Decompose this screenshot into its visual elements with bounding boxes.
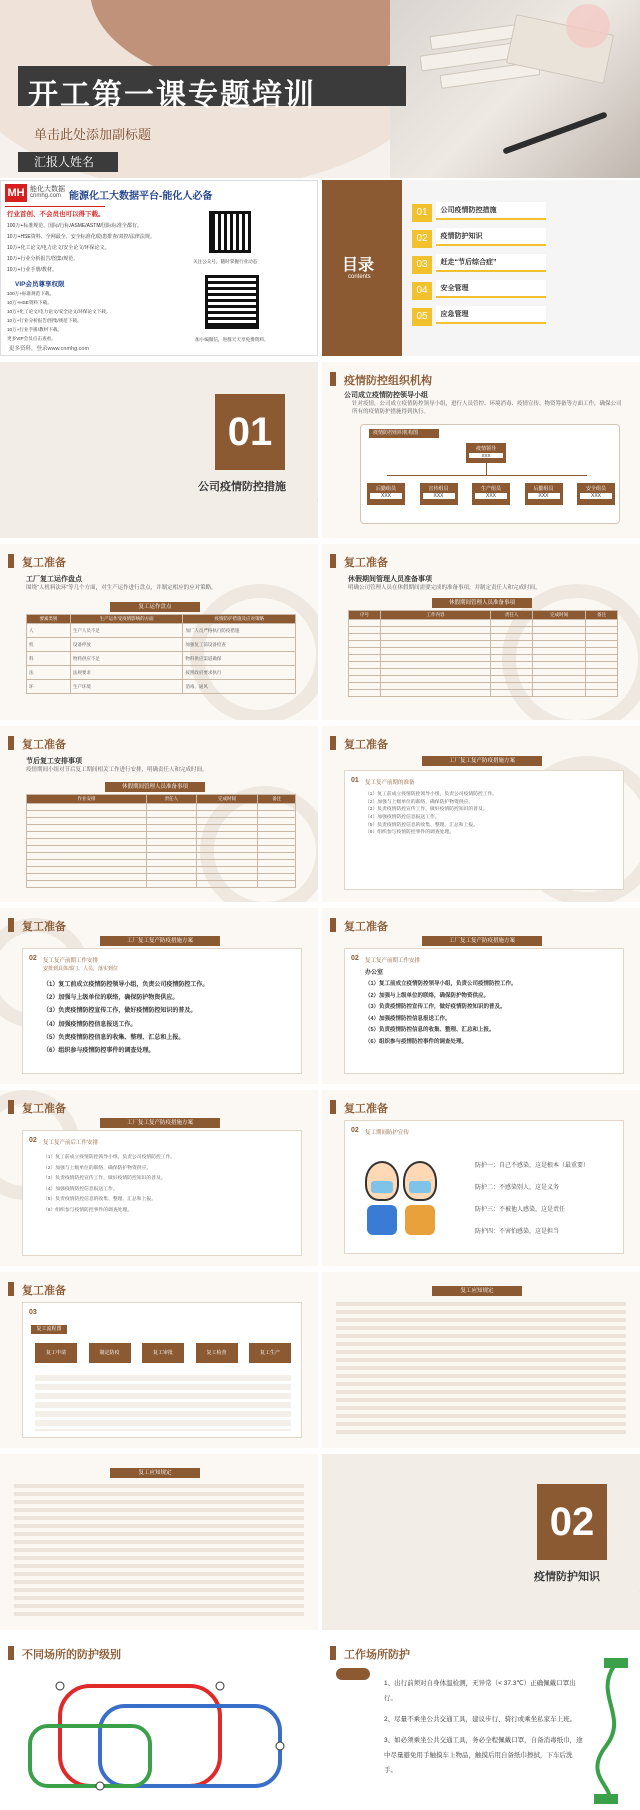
mask-sub: 复工期间防护宣传 bbox=[365, 1130, 410, 1136]
mask-slide bbox=[322, 1090, 640, 1266]
toc-item[interactable] bbox=[412, 228, 546, 254]
toc-list bbox=[412, 202, 546, 332]
table-row bbox=[349, 669, 618, 676]
process-step: 制定防疫 bbox=[89, 1343, 131, 1363]
slide-header: 复工准备 bbox=[22, 1285, 66, 1297]
plan-office: 办公室 bbox=[365, 970, 384, 976]
toc-title: 目录 bbox=[342, 257, 375, 274]
process-step: 复工生产 bbox=[249, 1343, 291, 1363]
table-row bbox=[27, 825, 296, 832]
plan-part: 复工复产前期工作安排 bbox=[43, 958, 99, 964]
toc-item[interactable] bbox=[412, 306, 546, 332]
toc-num: 04 bbox=[412, 282, 432, 300]
schedule-sub: 疫情期间小组对节后复工期间相关工作进行安排，明确责任人和完成时间。 bbox=[26, 767, 208, 773]
table-row bbox=[27, 839, 296, 846]
ad-item: 100万+标准规范、国际/行标/ASME/ASTM/国际标准全都有。 bbox=[7, 223, 142, 229]
toc-label: 应急管理 bbox=[436, 306, 546, 324]
slide-header: 复工准备 bbox=[22, 739, 66, 751]
toc-item[interactable] bbox=[412, 280, 546, 306]
org-slide bbox=[322, 362, 640, 538]
table-row bbox=[349, 655, 618, 662]
qr-code-icon bbox=[209, 211, 251, 253]
slide-header: 复工准备 bbox=[344, 1103, 388, 1115]
org-chart-title: 疫情防控组织机构图 bbox=[369, 429, 439, 438]
qr1-caption: 关注公众号，随时掌握行业动态 bbox=[193, 259, 258, 264]
org-node: 宣传组员 XXX bbox=[420, 483, 458, 505]
table-header: 疫情防护措施及应对策略 bbox=[183, 615, 296, 624]
toc-item[interactable] bbox=[412, 202, 546, 228]
plan-panel: 02 复工复产前期工作安排 安排到具体部门、人员，落实到位 （1）复工前成立疫情防控领导小组，负责公司疫情防控工作。 （2）加强与上级单位的联络，确保防护物资供应。 （3）负责疫情防控宣传工作，做好疫情防控知识的普及。 （4）加强疫情防控信息报送工作。 （5）负责疫情防控信息的收集、整理、汇总和上报。 （6）组织参与疫情防控事件的调查处理。 bbox=[22, 948, 302, 1074]
rules-text-block bbox=[14, 1484, 304, 1620]
slide-header: 复工准备 bbox=[22, 921, 66, 933]
person-mask-icon bbox=[403, 1161, 437, 1201]
plan-text: （1）复工前成立疫情防控领导小组，负责公司疫情防控工作。 （2）加强与上级单位的联络，确保防护物资供应。 （3）负责疫情防控宣传工作，做好疫情防控知识的普及。 （4）加强疫情防控信息报送工作。 （5）负责疫情防控信息的收集、整理、汇总和上报。 （6）组织参与疫情防控事件的调查处理。 bbox=[43, 1155, 176, 1213]
vip-item: 10万+化工论文/电力论文/安全论文/环保论文下载。 bbox=[7, 309, 111, 314]
table-row bbox=[27, 881, 296, 888]
table-row bbox=[349, 634, 618, 641]
levels-title: 不同场所的防护级别 bbox=[22, 1649, 121, 1661]
plan-lead: 安排到具体部门、人员，落实到位 bbox=[43, 966, 119, 972]
vip-item: 100万+标准规范下载。 bbox=[7, 291, 55, 296]
table-row bbox=[27, 832, 296, 839]
plan-slide-2 bbox=[0, 908, 318, 1084]
process-step: 复工申请 bbox=[35, 1343, 77, 1363]
plan-title: 工厂复工复产防疫措施方案 bbox=[100, 936, 220, 946]
table-row: 料 物料供应不足 物料供应渠道确保 bbox=[27, 652, 296, 666]
org-node: 安全组员 XXX bbox=[577, 483, 615, 505]
ad-item: 10万+行业手册/教材。 bbox=[7, 267, 57, 273]
route-icon bbox=[584, 1656, 634, 1806]
rules-text-block bbox=[336, 1302, 626, 1438]
rules-slide bbox=[322, 1272, 640, 1448]
brand-logo: MH bbox=[5, 184, 27, 202]
plan-panel: 02 复工复产前期工作安排 办公室 （1）复工前成立疫情防控领导小组，负责公司疫情防控工作。 （2）加强与上级单位的联络，确保防护物资供应。 （3）负责疫情防控宣传工作，做好疫情防控知识的普及。 （4）加强疫情防控信息报送工作。 （5）负责疫情防控信息的收集、整理、汇总和上报。 （6）组织参与疫情防控事件的调查处理。 bbox=[344, 948, 624, 1074]
section1-slide bbox=[0, 362, 318, 538]
vip-item: 10万+行业分析报告/图集/规范下载。 bbox=[7, 318, 82, 323]
managers-table-title: 休假期间管理人员准备事项 bbox=[432, 598, 532, 608]
section-number: 01 bbox=[215, 394, 285, 470]
table-row bbox=[349, 676, 618, 683]
table-row: 环 生产环境 消毒、通风 bbox=[27, 680, 296, 694]
inventory-sub: 围绕“人机料法环”等几个方面，对生产运作进行盘点，并制定相应的应对策略。 bbox=[26, 585, 217, 591]
table-row bbox=[349, 683, 618, 690]
section-number: 02 bbox=[537, 1484, 607, 1560]
rules-slide-2 bbox=[0, 1454, 318, 1630]
mask-panel: 02 复工期间防护宣传 防护一：自己不感染，这是根本（最重要） 防护二：不感染别人，这是义务 防护三：不被他人感染，这是责任 防护四：不害怕感染，这是担当 bbox=[344, 1120, 624, 1254]
org-node: 生产组员 XXX bbox=[472, 483, 510, 505]
levels-slide bbox=[0, 1636, 318, 1810]
more-link[interactable]: 更多资料，登录www.cnmhg.com bbox=[9, 346, 90, 352]
process-step: 复工检查 bbox=[196, 1343, 238, 1363]
plan-panel: 01 复工复产前期的准备 （1）复工前成立疫情防控领导小组，负责公司疫情防控工作。 （2）加强与上级单位的联络，确保防护物资供应。 （3）负责疫情防控宣传工作，做好疫情防控知识的普及。 （4）加强疫情防控信息报送工作。 （5）负责疫情防控信息的收集、整理、汇总和上报。 （6）组织参与疫情防控事件的调查处理。 bbox=[344, 770, 624, 890]
section-label: 公司疫情防控措施 bbox=[198, 481, 286, 493]
toc-label: 赶走“节后综合症” bbox=[436, 254, 546, 272]
rules-title: 复工应知规定 bbox=[110, 1468, 200, 1478]
cover-title: 开工第一课专题培训 bbox=[28, 79, 316, 112]
managers-sub: 明确公司管理人员在休假期间需要完成的准备事项，并制定责任人和完成时间。 bbox=[348, 585, 541, 591]
table-row bbox=[27, 811, 296, 818]
org-chart bbox=[360, 424, 620, 524]
table-row bbox=[27, 860, 296, 867]
toc-num: 05 bbox=[412, 308, 432, 326]
vip-list bbox=[7, 289, 197, 343]
prep-slide-managers bbox=[322, 544, 640, 720]
toc-title-en: contents bbox=[348, 274, 371, 280]
section2-slide bbox=[322, 1454, 640, 1630]
toc-item[interactable] bbox=[412, 254, 546, 280]
toc-num: 03 bbox=[412, 256, 432, 274]
prep-slide-inventory bbox=[0, 544, 318, 720]
work-title: 工作场所防护 bbox=[344, 1649, 410, 1661]
org-line1: 公司成立疫情防控领导小组 bbox=[344, 392, 428, 399]
inventory-table-title: 复工运作盘点 bbox=[110, 602, 200, 612]
table-row: 人 生产人员不足 加厂人员严格执行防疫措施 bbox=[27, 624, 296, 638]
plan-text: （1）复工前成立疫情防控领导小组，负责公司疫情防控工作。 （2）加强与上级单位的联络，确保防护物资供应。 （3）负责疫情防控宣传工作，做好疫情防控知识的普及。 （4）加强疫情防控信息报送工作。 （5）负责疫情防控信息的收集、整理、汇总和上报。 （6）组织参与疫情防控事件的调查处理。 bbox=[365, 981, 517, 1045]
table-row bbox=[349, 620, 618, 627]
plan-text: （1）复工前成立疫情防控领导小组，负责公司疫情防控工作。 （2）加强与上级单位的联络，确保防护物资供应。 （3）负责疫情防控宣传工作，做好疫情防控知识的普及。 （4）加强疫情防控信息报送工作。 （5）负责疫情防控信息的收集、整理、汇总和上报。 （6）组织参与疫情防控事件的调查处理。 bbox=[43, 982, 209, 1054]
ad-item: 10万+行业分析报告/图集/规范。 bbox=[7, 256, 79, 262]
slide-header: 复工准备 bbox=[344, 739, 388, 751]
qr2-caption: 加小编微信，进群天天享免费资料。 bbox=[195, 337, 269, 342]
table-header: 要素类别 bbox=[27, 615, 71, 624]
slide-header: 复工准备 bbox=[22, 1103, 66, 1115]
managers-table: 序号 工作内容 责任人 完成时间 备注 bbox=[348, 610, 618, 697]
section-label: 疫情防护知识 bbox=[534, 1571, 600, 1583]
mask-lines: 防护一：自己不感染，这是根本（最重要） 防护二：不感染别人，这是义务 防护三：不被他人感染，这是责任 防护四：不害怕感染，这是担当 bbox=[475, 1163, 590, 1235]
schedule-table: 作业安排 责任人 完成时间 备注 bbox=[26, 794, 296, 888]
plan-slide-3 bbox=[322, 908, 640, 1084]
plan-slide-4 bbox=[0, 1090, 318, 1266]
plan-text: （1）复工前成立疫情防控领导小组，负责公司疫情防控工作。 （2）加强与上级单位的联络，确保防护物资供应。 （3）负责疫情防控宣传工作，做好疫情防控知识的普及。 （4）加强疫情防控信息报送工作。 （5）负责疫情防控信息的收集、整理、汇总和上报。 （6）组织参与疫情防控事件的调查处理。 bbox=[365, 792, 498, 836]
org-children bbox=[367, 483, 615, 505]
plan-part: 复工复产前期的准备 bbox=[365, 780, 415, 786]
protection-level-map bbox=[20, 1666, 300, 1806]
qr-code-icon bbox=[205, 275, 259, 329]
table-row bbox=[27, 804, 296, 811]
slide-header: 疫情防控组织机构 bbox=[344, 375, 432, 387]
brand-url[interactable]: cnmhg.com bbox=[30, 193, 62, 199]
org-node: 后勤组员 XXX bbox=[367, 483, 405, 505]
org-root: 疫情领导 XXX bbox=[466, 443, 506, 463]
slide-header: 复工准备 bbox=[344, 557, 388, 569]
plan-part: 复工复产前期工作安排 bbox=[365, 958, 421, 964]
table-row bbox=[27, 867, 296, 874]
process-step: 复工审批 bbox=[142, 1343, 184, 1363]
vip-title: VIP会员尊享权限 bbox=[15, 281, 65, 288]
process-slide bbox=[0, 1272, 318, 1448]
table-row bbox=[349, 690, 618, 697]
inventory-table bbox=[26, 614, 296, 694]
toc-label: 公司疫情防控措施 bbox=[436, 202, 546, 220]
process-steps bbox=[35, 1343, 291, 1363]
prep-slide-schedule bbox=[0, 726, 318, 902]
cover-photo-books bbox=[390, 0, 640, 178]
table-row bbox=[27, 853, 296, 860]
ad-item: 10万+化工论文/电力论文/安全论文/环保论文。 bbox=[7, 245, 110, 251]
slide-header: 复工准备 bbox=[344, 921, 388, 933]
vip-item: 10万+行业手册/教材下载。 bbox=[7, 327, 63, 332]
vip-item: 10万+HSE资料下载。 bbox=[7, 300, 52, 305]
cover-subtitle[interactable]: 单击此处添加副标题 bbox=[34, 127, 152, 142]
person-mask-icon bbox=[365, 1161, 399, 1201]
ad-slide bbox=[0, 180, 318, 356]
ad-headline: 能源化工大数据平台-能化人必备 bbox=[69, 191, 213, 202]
toc-num: 01 bbox=[412, 204, 432, 222]
inventory-title: 工厂复工运作盘点 bbox=[26, 576, 82, 583]
managers-title: 休假期间管理人员准备事项 bbox=[348, 576, 432, 583]
plan-title: 工厂复工复产防疫措施方案 bbox=[422, 936, 542, 946]
table-row bbox=[349, 662, 618, 669]
org-node: 后勤组员 XXX bbox=[525, 483, 563, 505]
toc-label: 安全管理 bbox=[436, 280, 546, 298]
table-row: 机 设备停放 加强复工前设备检查 bbox=[27, 638, 296, 652]
work-tag bbox=[336, 1668, 370, 1680]
schedule-table-title: 休假期间管理人员准备事项 bbox=[105, 782, 205, 792]
ad-item-list bbox=[7, 221, 197, 276]
work-lines: 1、出行前须对自身体温检测，无异常（< 37.3℃）正确佩戴口罩出行。 2、尽量不乘坐公共交通工具，建议步行、骑行或乘坐私家车上班。 3、如必须乘坐公共交通工具，务必全程佩戴口罩，自备消毒纸巾，途中尽量避免用手触摸车上物品，触摸后用自备纸巾擦拭，下车后洗手。 bbox=[384, 1680, 583, 1774]
table-row bbox=[27, 818, 296, 825]
plan-panel: 02 复工复产前后工作安排 （1）复工前成立疫情防控领导小组，负责公司疫情防控工作。 （2）加强与上级单位的联络，确保防护物资供应。 （3）负责疫情防控宣传工作，做好疫情防控知识的普及。 （4）加强疫情防控信息报送工作。 （5）负责疫情防控信息的收集、整理、汇总和上报。 （6）组织参与疫情防控事件的调查处理。 bbox=[22, 1130, 302, 1256]
process-panel: 03 复工流程图 复工申请 制定防疫 复工审批 复工检查 复工生产 bbox=[22, 1302, 302, 1438]
toc-num: 02 bbox=[412, 230, 432, 248]
cover-slide bbox=[0, 0, 640, 178]
table-row bbox=[349, 648, 618, 655]
ad-item: 10万+HSE资料、全网最全、安全标准化/隐患排查/双控/法律法规。 bbox=[7, 234, 155, 240]
plan-slide-1 bbox=[322, 726, 640, 902]
process-sub: 复工流程图 bbox=[31, 1325, 67, 1334]
org-line2: 针对疫情，公司成立疫情防控领导小组，进行人员管控、环境消毒、疫情宣传、物资筹备等方面工作，确保公司所有的疫情防护措施得到执行。 bbox=[352, 401, 622, 416]
work-slide bbox=[322, 1636, 640, 1810]
plan-title: 工厂复工复产防疫措施方案 bbox=[422, 756, 542, 766]
toc-label: 疫情防护知识 bbox=[436, 228, 546, 246]
industry-line: 行业首创、不会员也可以得下载。 bbox=[7, 211, 105, 218]
rules-title: 复工应知规定 bbox=[432, 1286, 522, 1296]
plan-title: 工厂复工复产防疫措施方案 bbox=[100, 1118, 220, 1128]
brand-name: 能化大数据 bbox=[30, 186, 65, 193]
slide-header: 复工准备 bbox=[22, 557, 66, 569]
table-row bbox=[27, 846, 296, 853]
reporter-name[interactable]: 汇报人姓名 bbox=[18, 152, 118, 172]
table-row: 法 法规要求 按照政府要求执行 bbox=[27, 666, 296, 680]
table-row bbox=[349, 627, 618, 634]
plan-part: 复工复产前后工作安排 bbox=[43, 1140, 99, 1146]
toc-slide bbox=[322, 180, 640, 356]
table-row bbox=[27, 874, 296, 881]
table-header: 生产运作受疫情影响的方面 bbox=[70, 615, 183, 624]
vip-item: 更多VIP会员点击查看。 bbox=[7, 336, 56, 341]
table-row bbox=[349, 641, 618, 648]
schedule-title: 节后复工安排事项 bbox=[26, 758, 82, 765]
